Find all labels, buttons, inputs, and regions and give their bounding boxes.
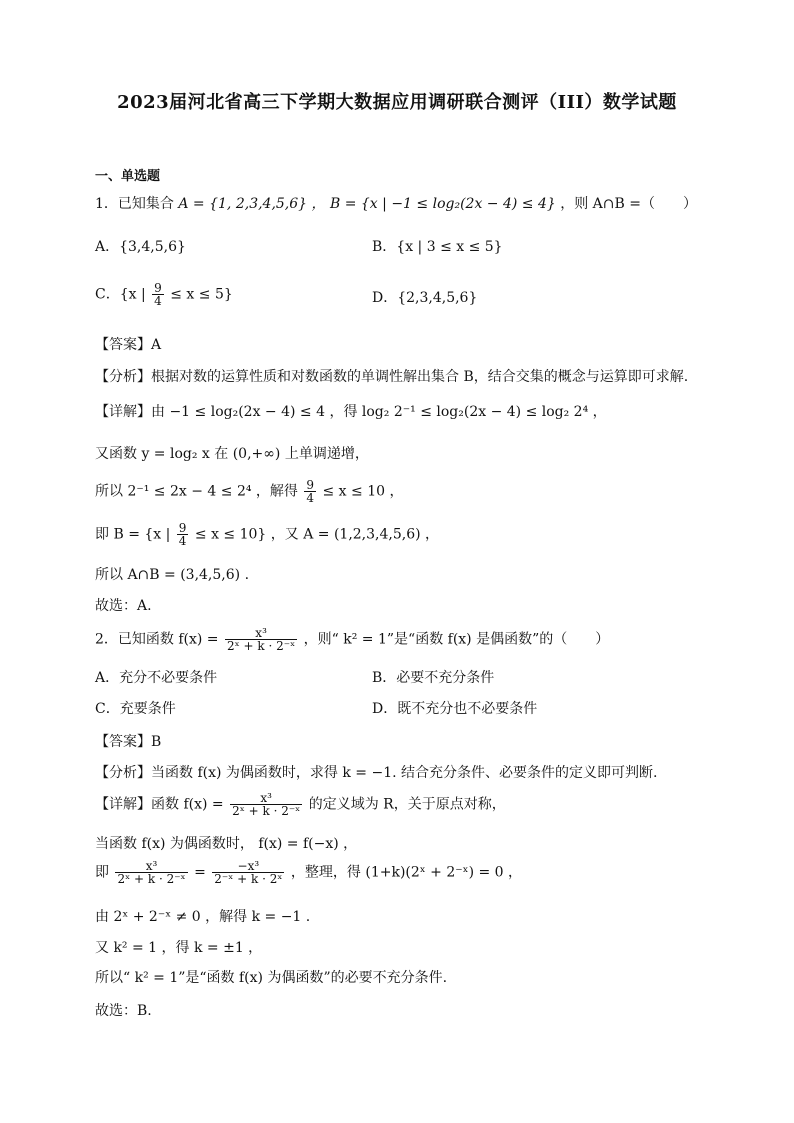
frac-numerator: −x³: [212, 860, 284, 873]
q1-option-d: D．{2,3,4,5,6}: [372, 290, 478, 306]
q2-detail-5: 又 k² = 1 ，得 k = ±1 ，: [95, 940, 263, 956]
analysis-text: 当函数 f(x) 为偶函数时，求得 k = −1. 结合充分条件、必要条件的定义即可判断.: [151, 765, 658, 781]
answer-value: A: [151, 337, 162, 353]
analysis-text: 根据对数的运算性质和对数函数的单调性解出集合 B，结合交集的概念与运算即可求解.: [151, 369, 689, 385]
frac-numerator: 9: [306, 478, 315, 492]
section-heading: 一、单选题: [95, 169, 161, 184]
q2-stem-post: ，则“ k² = 1”是“函数 f(x) 是偶函数”的（ ）: [303, 631, 610, 648]
answer-tag: 【答案】: [95, 337, 151, 353]
q2-answer: [95, 731, 161, 751]
q1-option-c: [95, 282, 233, 307]
frac-denominator: 4: [178, 534, 187, 548]
detail-tag: 【详解】: [95, 404, 151, 420]
page-title: 2023届河北省高三下学期大数据应用调研联合测评（III）数学试题: [117, 92, 677, 113]
q2-option-c: C．充要条件: [95, 701, 176, 717]
detail-4-pre: 即 B = {x |: [95, 526, 171, 543]
frac-numerator: x³: [115, 860, 187, 873]
q1-stem-a: 1．已知集合: [95, 196, 174, 212]
frac-numerator: x³: [225, 627, 297, 640]
q2-detail-1: [95, 792, 506, 817]
q1-choose: 故选：A.: [95, 598, 152, 614]
q2-detail-3: [95, 860, 522, 885]
q1-answer: [95, 334, 161, 354]
detail-3-fraction-right: [212, 860, 284, 885]
q1-set-a: A = {1, 2,3,4,5,6}: [178, 196, 308, 212]
q2-option-d: D．既不充分也不必要条件: [372, 701, 538, 717]
q1-option-c-prefix: C．: [95, 286, 120, 303]
frac-denominator: 4: [154, 294, 162, 308]
frac-denominator: 2ˣ + k · 2⁻ˣ: [227, 639, 296, 653]
q1-option-c-set-post: ≤ x ≤ 5}: [170, 286, 233, 303]
q1-stem: [95, 193, 697, 213]
detail-1-post: 的定义域为 R，关于原点对称，: [308, 796, 506, 813]
detail-3-fraction: [304, 479, 316, 504]
detail-3-pre: 即: [95, 864, 109, 881]
detail-3-fraction-left: [115, 860, 187, 885]
q1-option-c-fraction: [152, 282, 164, 307]
q2-stem-pre: 2．已知函数 f(x) =: [95, 631, 219, 648]
q1-analysis: [95, 366, 688, 386]
detail-3-eq: =: [194, 864, 206, 881]
q1-detail-1: [95, 401, 607, 421]
answer-value: B: [151, 734, 162, 750]
detail-3-post: ≤ x ≤ 10 ，: [322, 483, 404, 500]
q2-option-a: A．充分不必要条件: [95, 670, 218, 686]
q2-stem: [95, 627, 609, 652]
detail-4-fraction: [177, 522, 189, 547]
q1-detail-2: 又函数 y = log₂ x 在 (0,+∞) 上单调递增，: [95, 446, 369, 462]
q2-detail-2: 当函数 f(x) 为偶函数时， f(x) = f(−x) ，: [95, 836, 358, 852]
detail-3-post: ，整理，得 (1+k)(2ˣ + 2⁻ˣ) = 0 ，: [290, 864, 523, 881]
q2-choose: 故选：B.: [95, 1003, 152, 1019]
frac-denominator: 2ˣ + k · 2⁻ˣ: [117, 872, 186, 886]
answer-tag: 【答案】: [95, 734, 151, 750]
detail-1-pre: 函数 f(x) =: [151, 796, 224, 813]
q2-detail-4: 由 2ˣ + 2⁻ˣ ≠ 0 ，解得 k = −1 .: [95, 909, 311, 925]
detail-4-post: ≤ x ≤ 10} ，又 A = (1,2,3,4,5,6) ，: [194, 526, 440, 543]
q2-option-b: B．必要不充分条件: [372, 670, 495, 686]
q1-detail-5: 所以 A∩B = (3,4,5,6) .: [95, 567, 250, 583]
q1-set-b: ， B = {x | −1 ≤ log₂(2x − 4) ≤ 4}: [311, 196, 556, 212]
analysis-tag: 【分析】: [95, 369, 151, 385]
frac-denominator: 2⁻ˣ + k · 2ˣ: [214, 872, 283, 886]
q2-analysis: [95, 762, 657, 782]
frac-denominator: 4: [306, 491, 315, 505]
detail-tag: 【详解】: [95, 796, 151, 813]
q1-detail-3: [95, 479, 403, 504]
analysis-tag: 【分析】: [95, 765, 151, 781]
q1-option-c-set-pre: {x |: [119, 286, 146, 303]
detail-text: 由 −1 ≤ log₂(2x − 4) ≤ 4 ，得 log₂ 2⁻¹ ≤ log₂(2x − 4) ≤ log₂ 2⁴ ，: [151, 404, 607, 420]
detail-1-fraction: [230, 792, 302, 817]
frac-numerator: 9: [154, 281, 162, 295]
frac-denominator: 2ˣ + k · 2⁻ˣ: [232, 804, 301, 818]
q2-detail-6: 所以“ k² = 1”是“函数 f(x) 为偶函数”的必要不充分条件.: [95, 970, 448, 986]
q1-option-b: B．{x | 3 ≤ x ≤ 5}: [372, 239, 503, 255]
q2-stem-fraction: [225, 627, 297, 652]
frac-numerator: 9: [178, 521, 187, 535]
frac-numerator: x³: [230, 792, 302, 805]
detail-3-pre: 所以 2⁻¹ ≤ 2x − 4 ≤ 2⁴ ，解得: [95, 483, 298, 500]
q1-detail-4: [95, 522, 439, 547]
q1-option-a: A．{3,4,5,6}: [95, 239, 186, 255]
q1-stem-b: ，则 A∩B =（ ）: [560, 196, 697, 212]
